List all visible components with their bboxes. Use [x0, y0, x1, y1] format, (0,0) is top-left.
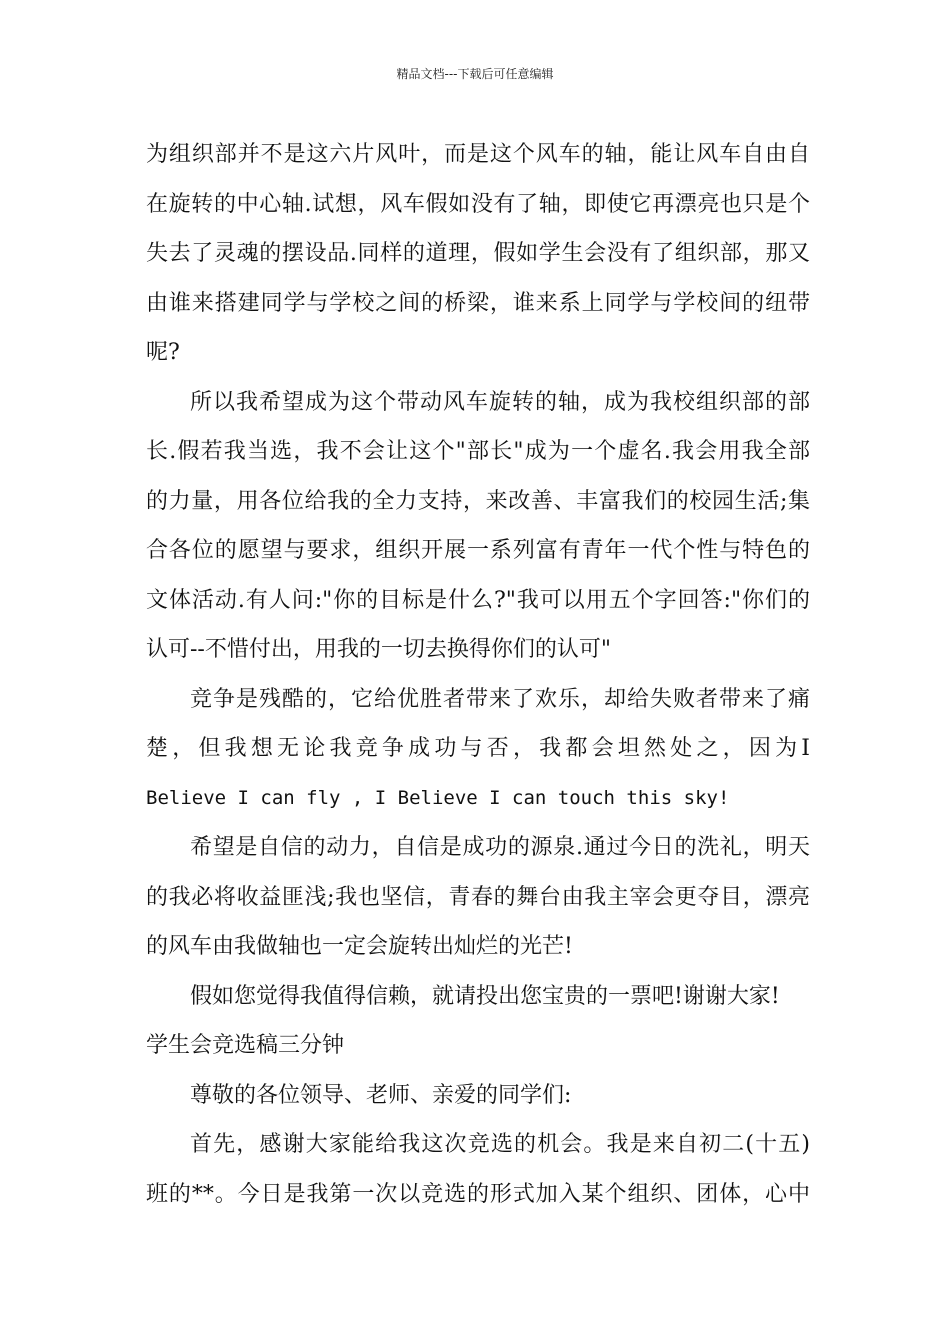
text-line: 楚，但我想无论我竞争成功与否，我都会坦然处之，因为I	[146, 736, 810, 761]
paragraph-first-line: 竞争是残酷的，它给优胜者带来了欢乐，却给失败者带来了痛	[190, 686, 810, 712]
section-title: 学生会竞选稿三分钟	[146, 1033, 345, 1058]
paragraph-first-line: 所以我希望成为这个带动风车旋转的轴，成为我校组织部的部	[190, 389, 810, 415]
paragraph-first-line: 希望是自信的动力，自信是成功的源泉.通过今日的洗礼，明天	[190, 835, 810, 860]
english-text-line: Believe I can fly , I Believe I can touch this sky!	[146, 786, 730, 809]
text-line: 失去了灵魂的摆设品.同样的道理，假如学生会没有了组织部，那又	[146, 241, 810, 266]
paragraph-first-line: 假如您觉得我值得信赖，就请投出您宝贵的一票吧!谢谢大家!	[190, 983, 780, 1009]
text-line: 在旋转的中心轴.试想，风车假如没有了轴，即使它再漂亮也只是个	[146, 191, 810, 217]
text-line: 由谁来搭建同学与学校之间的桥梁，谁来系上同学与学校间的纽带	[146, 290, 810, 316]
page-header: 精品文档---下载后可任意编辑	[396, 67, 554, 81]
text-line: 的风车由我做轴也一定会旋转出灿烂的光芒!	[146, 934, 573, 959]
text-line: 呢?	[146, 340, 180, 365]
text-line: 的我必将收益匪浅;我也坚信，青春的舞台由我主宰会更夺目，漂亮	[146, 884, 810, 910]
text-line: 的力量，用各位给我的全力支持，来改善、丰富我们的校园生活;集	[146, 488, 810, 514]
paragraph-first-line: 首先，感谢大家能给我这次竞选的机会。我是来自初二(十五)	[190, 1132, 810, 1157]
text-line: 认可--不惜付出，用我的一切去换得你们的认可"	[146, 637, 611, 662]
text-line: 为组织部并不是这六片风叶，而是这个风车的轴，能让风车自由自	[146, 142, 810, 167]
salutation: 尊敬的各位领导、老师、亲爱的同学们:	[190, 1082, 572, 1108]
text-line: 文体活动.有人问:"你的目标是什么?"我可以用五个字回答:"你们的	[146, 587, 810, 613]
document-body	[146, 130, 810, 1219]
text-line: 长.假若我当选，我不会让这个"部长"成为一个虚名.我会用我全部	[146, 439, 810, 464]
text-line: 合各位的愿望与要求，组织开展一系列富有青年一代个性与特色的	[146, 538, 810, 563]
text-line: 班的**。今日是我第一次以竞选的形式加入某个组织、团体，心中	[146, 1181, 810, 1207]
